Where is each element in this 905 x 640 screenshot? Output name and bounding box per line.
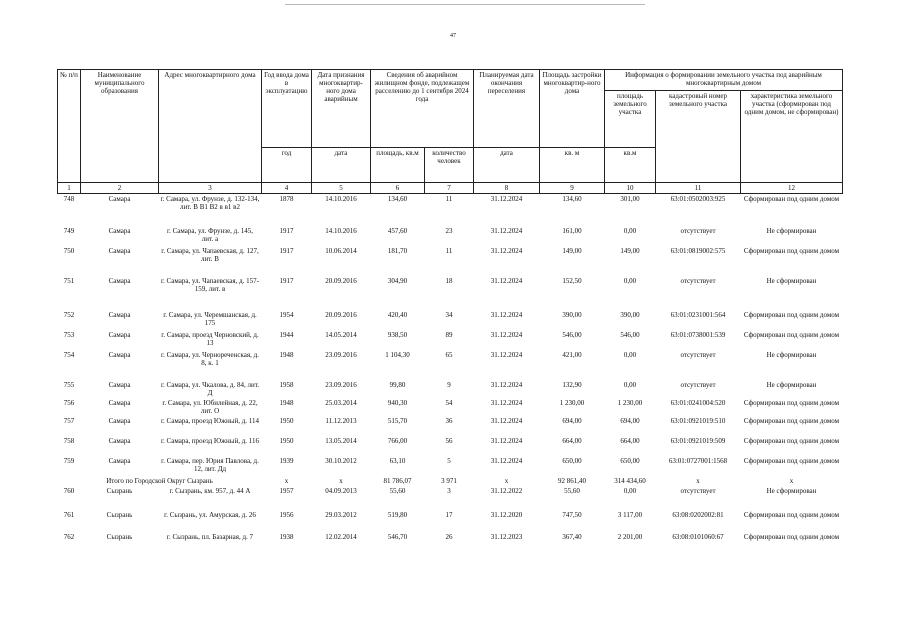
address: г. Самара, проезд Южный, д. 114: [160, 416, 260, 425]
end-date: 31.12.2023: [490, 532, 523, 541]
header-num: № п/п: [58, 70, 81, 183]
header-cadastral: кадастровый номер земельного участка: [656, 91, 741, 183]
municipality: Самара: [108, 226, 131, 235]
land-area: 301,00: [620, 195, 640, 203]
cadastral-number: 63:01:0231001:564: [670, 310, 726, 319]
area: 55,60: [389, 486, 406, 495]
build-area: 152,50: [562, 276, 582, 285]
end-date: 31.12.2022: [490, 486, 523, 495]
address: г. Сызрань, ул. Амурская, д. 26: [164, 510, 256, 519]
area: 546,70: [387, 532, 408, 541]
area: 181,70: [387, 246, 408, 255]
characteristic: Сформирован под одним домом: [743, 510, 840, 519]
column-number: 8: [474, 183, 540, 194]
end-date: 31.12.2024: [490, 310, 523, 319]
end-date: 31.12.2020: [490, 510, 523, 519]
address: г. Сызрань, км. 957, д. 44 А: [169, 486, 251, 495]
header-year: Год ввода дома в эксплуатацию: [262, 70, 312, 148]
characteristic: Не сформирован: [766, 276, 817, 285]
build-area: 747,50: [562, 510, 582, 519]
cadastral-number: отсутствует: [680, 226, 716, 235]
land-area: 694,00: [620, 416, 640, 425]
land-area: 664,00: [620, 436, 640, 445]
year: 1948: [279, 350, 294, 359]
address: г. Самара, ул. Черемшанская, д. 175: [163, 310, 257, 327]
total-label: Итого по Городской Округ Сызрань: [106, 476, 213, 485]
unit-date: дата: [312, 148, 371, 183]
total-date: x: [339, 476, 343, 485]
recognition-date: 20.09.2016: [325, 276, 357, 285]
people-count: 9: [447, 380, 451, 389]
recognition-date: 14.10.2016: [325, 226, 357, 235]
area: 99,80: [389, 380, 406, 389]
build-area: 390,00: [562, 310, 582, 319]
end-date: 31.12.2024: [490, 416, 523, 425]
land-area: 149,00: [620, 246, 640, 255]
row-number: 755: [63, 380, 75, 389]
recognition-date: 25.03.2014: [325, 398, 357, 407]
unit-end-date: дата: [474, 148, 540, 183]
row-number: 748: [63, 195, 75, 203]
cadastral-number: 63:01:0738001:539: [670, 330, 726, 339]
row-number: 757: [63, 416, 75, 425]
end-date: 31.12.2024: [490, 246, 523, 255]
row-number: 756: [63, 398, 75, 407]
area: 1 104,30: [385, 350, 410, 359]
cadastral-number: отсутствует: [680, 486, 716, 495]
characteristic: Сформирован под одним домом: [743, 436, 840, 445]
build-area: 134,60: [562, 195, 582, 203]
characteristic: Не сформирован: [766, 226, 817, 235]
year: 1878: [279, 195, 294, 203]
build-area: 132,90: [562, 380, 582, 389]
people-count: 89: [445, 330, 453, 339]
people-count: 23: [445, 226, 453, 235]
characteristic: Не сформирован: [766, 380, 817, 389]
table-row: [58, 416, 843, 436]
end-date: 31.12.2024: [490, 195, 523, 203]
page-number: 47: [450, 33, 456, 39]
column-number: 6: [371, 183, 425, 194]
land-area: 0,00: [623, 350, 637, 359]
column-number: 5: [312, 183, 371, 194]
table-row: [58, 310, 843, 330]
scan-top-edge: [285, 4, 645, 5]
area: 304,90: [387, 276, 408, 285]
cadastral-number: отсутствует: [680, 380, 716, 389]
municipality: Самара: [108, 416, 131, 425]
total-build: 92 861,40: [558, 476, 586, 485]
characteristic: Сформирован под одним домом: [743, 195, 840, 203]
cadastral-number: 63:01:0727001:1568: [668, 456, 728, 465]
row-number: 754: [63, 350, 75, 359]
characteristic: Сформирован под одним домом: [743, 456, 840, 465]
table-row: [58, 350, 843, 380]
recognition-date: 04.09.2013: [325, 486, 357, 495]
cadastral-number: 63:08:0202002:81: [672, 510, 724, 519]
recognition-date: 11.12.2013: [325, 416, 357, 425]
table-row: [58, 436, 843, 456]
row-number: 760: [63, 486, 75, 495]
area: 940,30: [387, 398, 408, 407]
header-land-area: площадь земельного участка: [605, 91, 656, 148]
year: 1948: [279, 398, 294, 407]
column-number: 12: [741, 183, 843, 194]
area: 457,60: [387, 226, 408, 235]
municipality: Сызрань: [106, 486, 133, 495]
year: 1950: [279, 416, 294, 425]
end-date: 31.12.2024: [490, 276, 523, 285]
recognition-date: 10.06.2014: [325, 246, 357, 255]
row-number: 750: [63, 246, 75, 255]
area: 938,50: [387, 330, 408, 339]
recognition-date: 14.10.2016: [325, 195, 357, 203]
header-build-area: Площадь застройки многоквартир-ного дома: [540, 70, 605, 148]
year: 1917: [279, 246, 294, 255]
municipality: Самара: [108, 380, 131, 389]
address: г. Самара, проезд Черновский, д. 13: [161, 330, 259, 347]
total-land: 314 434,60: [614, 476, 646, 485]
people-count: 26: [445, 532, 453, 541]
build-area: 55,60: [564, 486, 580, 495]
end-date: 31.12.2024: [490, 456, 523, 465]
row-number: 752: [63, 310, 75, 319]
people-count: 11: [445, 195, 453, 203]
land-area: 1 230,00: [617, 398, 643, 407]
characteristic: Сформирован под одним домом: [743, 532, 840, 541]
land-area: 0,00: [623, 486, 637, 495]
people-count: 65: [445, 350, 453, 359]
build-area: 421,00: [562, 350, 582, 359]
build-area: 650,00: [562, 456, 582, 465]
year: 1954: [279, 310, 294, 319]
end-date: 31.12.2024: [490, 380, 523, 389]
table-row: [58, 226, 843, 246]
area: 63,10: [389, 456, 406, 465]
build-area: 546,00: [562, 330, 582, 339]
characteristic: Сформирован под одним домом: [743, 398, 840, 407]
column-number: 7: [425, 183, 474, 194]
header-address: Адрес многоквартирного дома: [159, 70, 262, 183]
table-row: [58, 532, 843, 558]
municipality: Самара: [108, 276, 131, 285]
municipality: Сызрань: [106, 510, 133, 519]
address: г. Самара, проезд Южный, д. 116: [160, 436, 260, 445]
column-number: 2: [81, 183, 159, 194]
address: г. Самара, ул. Чкалова, д. 84, лит. Д: [160, 380, 260, 397]
land-area: 390,00: [620, 310, 640, 319]
address: г. Самара, ул. Чапаевская, д. 157-159, лит. в: [160, 276, 260, 293]
column-number: 4: [262, 183, 312, 194]
address: г. Самара, ул. Фрунзе, д. 145, лит. а: [166, 226, 253, 243]
row-number: 761: [63, 510, 75, 519]
land-area: 2 201,00: [617, 532, 643, 541]
area: 515,70: [387, 416, 408, 425]
recognition-date: 14.05.2014: [325, 330, 357, 339]
year: 1939: [279, 456, 294, 465]
municipality: Самара: [108, 246, 131, 255]
column-number: 1: [58, 183, 81, 194]
people-count: 17: [445, 510, 453, 519]
end-date: 31.12.2024: [490, 398, 523, 407]
build-area: 367,40: [562, 532, 582, 541]
municipality: Самара: [108, 310, 131, 319]
row-number: 762: [63, 532, 75, 541]
municipality: Самара: [108, 195, 131, 203]
header-characteristic: характеристика земельного участка (сформирован под одним домом, не сформирован): [741, 91, 843, 183]
cadastral-number: 63:08:0101060:67: [672, 532, 724, 541]
address: г. Сызрань, пл. Базарная, д. 7: [166, 532, 254, 541]
table-row: [58, 380, 843, 398]
area: 519,80: [387, 510, 408, 519]
total-cad: x: [696, 476, 700, 485]
table-row: [58, 486, 843, 510]
header-land-info: Информация о формировании земельного участка под аварийным многоквартирным домом: [605, 70, 843, 91]
table-row: [58, 510, 843, 532]
land-area: 0,00: [623, 380, 637, 389]
total-people: 3 971: [441, 476, 457, 485]
build-area: 161,00: [562, 226, 582, 235]
year: 1944: [279, 330, 294, 339]
land-area: 0,00: [623, 226, 637, 235]
address: г. Самара, ул. Чернореченская, д. 8, к. 1: [161, 350, 259, 367]
total-ch: x: [789, 476, 794, 485]
total-year: x: [284, 476, 289, 485]
unit-people: количество человек: [425, 148, 474, 183]
year: 1958: [279, 380, 294, 389]
recognition-date: 30.10.2012: [325, 456, 357, 465]
municipality: Сызрань: [106, 532, 133, 541]
municipality: Самара: [108, 398, 131, 407]
end-date: 31.12.2024: [490, 330, 523, 339]
column-number: 11: [656, 183, 741, 194]
emergency-housing-table: [57, 69, 843, 558]
address: г. Самара, ул. Юбилейная, д. 22, лит. О: [162, 398, 258, 415]
table-row: [58, 246, 843, 276]
table-row: [58, 456, 843, 476]
cadastral-number: 63:01:0502003:925: [670, 195, 726, 203]
year: 1956: [279, 510, 294, 519]
header-date-recognized: Дата признания многоквартир-ного дома аварийным: [312, 70, 371, 148]
land-area: 3 117,00: [617, 510, 643, 519]
build-area: 1 230,00: [559, 398, 585, 407]
total-row: [58, 476, 843, 486]
characteristic: Сформирован под одним домом: [743, 330, 840, 339]
table-row: [58, 276, 843, 310]
row-number: 751: [63, 276, 75, 285]
row-number: 753: [63, 330, 75, 339]
table-row: [58, 330, 843, 350]
people-count: 11: [445, 246, 453, 255]
year: 1950: [279, 436, 294, 445]
recognition-date: 23.09.2016: [325, 380, 357, 389]
end-date: 31.12.2024: [490, 436, 523, 445]
characteristic: Не сформирован: [766, 350, 817, 359]
unit-area: площадь, кв.м: [371, 148, 425, 183]
municipality: Самара: [108, 436, 131, 445]
end-date: 31.12.2024: [490, 350, 523, 359]
recognition-date: 29.03.2012: [325, 510, 357, 519]
municipality: Самара: [108, 350, 131, 359]
header-municipality: Наименование муниципального образования: [81, 70, 159, 183]
row-number: 758: [63, 436, 75, 445]
characteristic: Не сформирован: [766, 486, 817, 495]
area: 134,60: [387, 195, 408, 203]
cadastral-number: 63:01:0921019:509: [670, 436, 726, 445]
row-number: 749: [63, 226, 75, 235]
unit-sqm: кв. м: [540, 148, 605, 183]
address: г. Самара, ул. Чапаевская, д. 127, лит. В: [161, 246, 259, 263]
characteristic: Сформирован под одним домом: [743, 310, 840, 319]
table-row: [58, 194, 843, 226]
cadastral-number: 63:01:0241004:520: [670, 398, 726, 407]
people-count: 36: [445, 416, 453, 425]
recognition-date: 12.02.2014: [325, 532, 357, 541]
people-count: 56: [445, 436, 453, 445]
header-planned-date: Планируемая дата окончания переселения: [474, 70, 540, 148]
cadastral-number: отсутствует: [680, 276, 716, 285]
build-area: 664,00: [562, 436, 582, 445]
address: г. Самара, ул. Фрунзе, д. 132-134, лит. В В1 В2 в в1 в2: [160, 195, 260, 211]
table-row: [58, 398, 843, 416]
unit-year: год: [262, 148, 312, 183]
land-area: 650,00: [620, 456, 640, 465]
year: 1938: [279, 532, 294, 541]
total-area: 81 786,07: [383, 476, 412, 485]
build-area: 694,00: [562, 416, 582, 425]
area: 420,40: [387, 310, 408, 319]
municipality: Самара: [108, 330, 131, 339]
people-count: 5: [447, 456, 451, 465]
year: 1957: [279, 486, 294, 495]
people-count: 34: [445, 310, 453, 319]
people-count: 3: [447, 486, 451, 495]
characteristic: Сформирован под одним домом: [743, 416, 840, 425]
cadastral-number: 63:01:0921019:510: [670, 416, 726, 425]
recognition-date: 23.09.2016: [325, 350, 357, 359]
cadastral-number: 63:01:0819002:575: [670, 246, 726, 255]
total-end: x: [504, 476, 509, 485]
year: 1917: [279, 276, 294, 285]
area: 766,00: [387, 436, 408, 445]
build-area: 149,00: [562, 246, 582, 255]
characteristic: Сформирован под одним домом: [743, 246, 840, 255]
cadastral-number: отсутствует: [680, 350, 716, 359]
column-number: 10: [605, 183, 656, 194]
recognition-date: 20.09.2016: [325, 310, 357, 319]
land-area: 546,00: [620, 330, 640, 339]
header-housing-info: Сведения об аварийном жилищном фонде, подлежащем расселению до 1 сентября 2024 года: [371, 70, 474, 148]
land-area: 0,00: [623, 276, 637, 285]
column-number: 9: [540, 183, 605, 194]
column-number: 3: [159, 183, 262, 194]
recognition-date: 13.05.2014: [325, 436, 357, 445]
people-count: 54: [445, 398, 453, 407]
address: г. Самара, пер. Юрия Павлова, д. 12, лит. Дд: [161, 456, 259, 473]
end-date: 31.12.2024: [490, 226, 523, 235]
municipality: Самара: [108, 456, 131, 465]
year: 1917: [279, 226, 294, 235]
row-number: 759: [63, 456, 75, 465]
unit-land-sqm: кв.м: [605, 148, 656, 183]
people-count: 18: [445, 276, 453, 285]
